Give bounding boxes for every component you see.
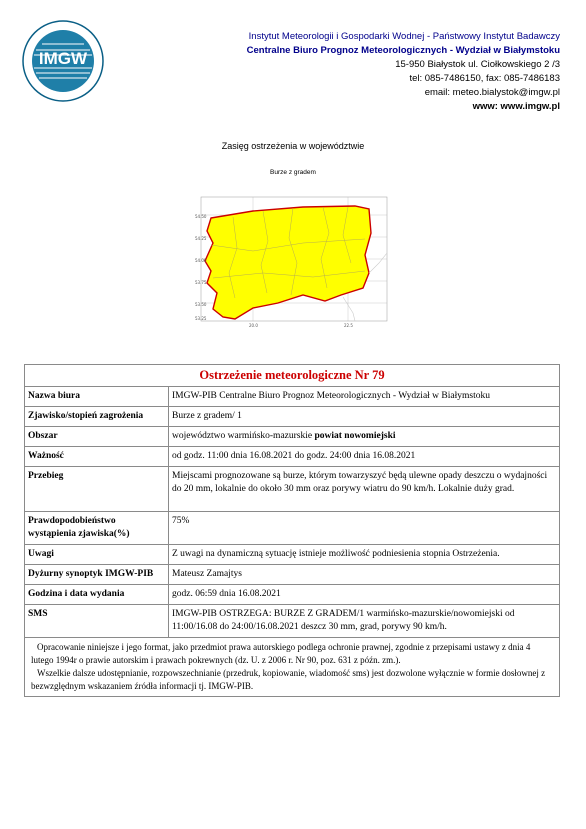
table-row [25,565,560,585]
row-value: IMGW-PIB OSTRZEGA: BURZE Z GRADEM/1 warmińsko-mazurskie/nowomiejski od 11:00/16.08 do 24:00/16.08.2021 deszcz 30 mm, grad, porywy 90 km/h. [169,605,560,638]
lon-tick: 22.5 [344,323,353,328]
warning-title: Ostrzeżenie meteorologiczne Nr 79 [25,365,560,387]
row-value: od godz. 11:00 dnia 16.08.2021 do godz. 24:00 dnia 16.08.2021 [169,447,560,467]
logo-text: IMGW [38,49,88,68]
imgw-logo [22,20,104,102]
row-key: Prawdopodobieństwo wystąpienia zjawiska(%) [25,512,169,545]
table-row [25,545,560,565]
table-row [25,387,560,407]
row-value: IMGW-PIB Centralne Biuro Prognoz Meteorologicznych - Wydział w Białymstoku [169,387,560,407]
row-key: Dyżurny synoptyk IMGW-PIB [25,565,169,585]
row-key: SMS [25,605,169,638]
office-address: 15-950 Białystok ul. Ciołkowskiego 2 /3 [395,59,560,70]
row-value: Mateusz Zamajtys [169,565,560,585]
institute-name: Instytut Meteorologii i Gospodarki Wodnej - Państwowy Instytut Badawczy [248,31,560,42]
office-website[interactable]: www: www.imgw.pl [472,101,560,112]
redistribution-paragraph: Wszelkie dalsze udostępnianie, rozpowszechnianie (przedruk, kopiowanie, wiadomość sms) jest dozwolone wyłącznie w formie dosłownej z bezwzględnym wskazaniem źródła informacji tj. IMGW-PIB. [31,668,546,691]
row-key: Uwagi [25,545,169,565]
letterhead [247,30,560,114]
lon-tick: 20.0 [249,323,258,328]
area-county: powiat nowomiejski [314,431,396,441]
row-value [169,427,560,447]
table-row [25,512,560,545]
warning-table [24,364,560,697]
row-value: godz. 06:59 dnia 16.08.2021 [169,585,560,605]
table-row [25,447,560,467]
table-row [25,585,560,605]
office-phone: tel: 085-7486150, fax: 085-7486183 [409,73,560,84]
table-row [25,427,560,447]
row-value: Burze z gradem/ 1 [169,407,560,427]
copyright-note [25,638,560,697]
table-row [25,467,560,512]
area-voivodeship: województwo warmińsko-mazurskie [172,431,313,441]
lat-tick: 53.25 [195,316,207,321]
row-value: Miejscami prognozowane są burze, którym towarzyszyć będą ulewne opady deszczu o wydajności do 20 mm, lokalnie do około 30 mm oraz porywy wiatru do 90 km/h. Lokalnie duży grad. [169,467,560,512]
row-key: Ważność [25,447,169,467]
office-email[interactable]: email: meteo.bialystok@imgw.pl [424,87,560,98]
lat-tick: 54.25 [195,236,207,241]
office-name: Centralne Biuro Prognoz Meteorologicznych - Wydział w Białymstoku [246,45,560,56]
row-key: Zjawisko/stopień zagrożenia [25,407,169,427]
lat-tick: 53.50 [195,302,207,307]
row-key: Godzina i data wydania [25,585,169,605]
row-key: Przebieg [25,467,169,512]
table-row [25,605,560,638]
row-value: Z uwagi na dynamiczną sytuację istnieje możliwość podniesienia stopnia Ostrzeżenia. [169,545,560,565]
row-key: Nazwa biura [25,387,169,407]
table-row [25,407,560,427]
lat-tick: 54.00 [195,258,207,263]
copyright-paragraph: Opracowanie niniejsze i jego format, jako przedmiot prawa autorskiego podlega ochronie prawnej, zgodnie z przepisami ustawy z dnia 4 lutego 1994r o prawie autorskim i prawach pokrewnych (dz. U. z 2006 r. Nr 90, poz. 631 z późn. zm.). [31,642,531,665]
lat-tick: 53.75 [195,280,207,285]
map-phenomenon-title: Burze z gradem [270,169,316,176]
row-value: 75% [169,512,560,545]
row-key: Obszar [25,427,169,447]
map-section-title: Zasięg ostrzeżenia w województwie [221,141,365,151]
lat-tick: 54.50 [195,214,207,219]
warning-area-map [193,193,393,333]
